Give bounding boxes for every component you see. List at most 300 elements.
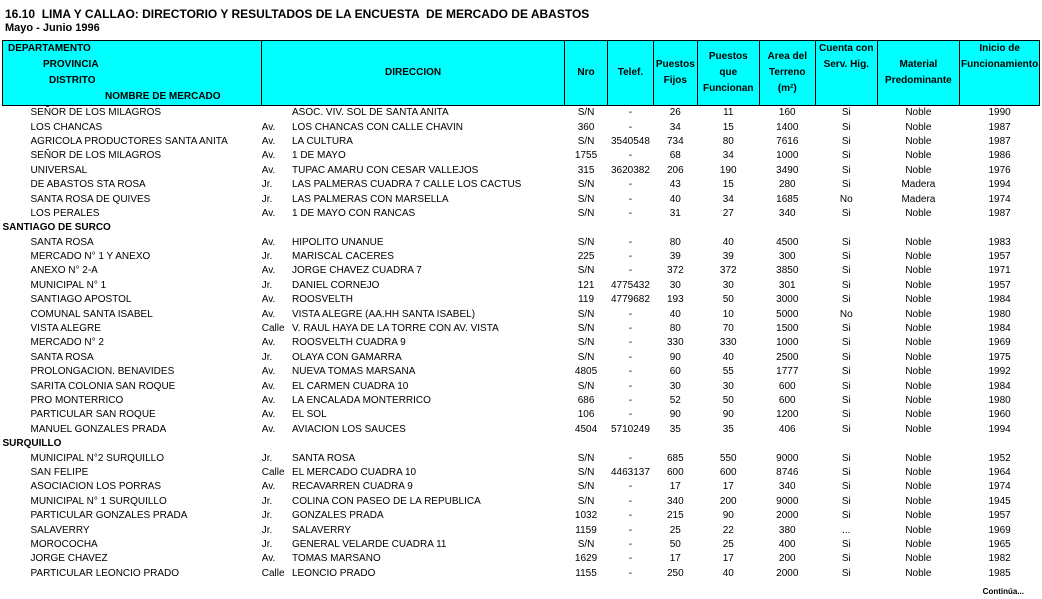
cell-nro: S/N bbox=[577, 135, 595, 147]
cell-puestos-fijos: 17 bbox=[669, 553, 681, 565]
table-row bbox=[3, 423, 1040, 437]
cell-via: Calle bbox=[261, 567, 285, 579]
header-puestos-fijos-l1: Puestos bbox=[655, 59, 695, 70]
cell-via: Av. bbox=[261, 553, 276, 565]
cell-puestos-fijos: 685 bbox=[666, 452, 684, 464]
cell-puestos-fijos: 25 bbox=[669, 524, 681, 536]
cell-via: Calle bbox=[261, 323, 285, 335]
cell-telef: 4779682 bbox=[610, 294, 650, 306]
cell-puestos-funcionan: 55 bbox=[722, 366, 734, 378]
cell-puestos-fijos: 26 bbox=[669, 107, 681, 119]
cell-direccion: V. RAUL HAYA DE LA TORRE CON AV. VISTA bbox=[292, 323, 499, 335]
cell-direccion: LA CULTURA bbox=[292, 135, 353, 147]
cell-direccion: RECAVARREN CUADRA 9 bbox=[292, 481, 413, 493]
cell-puestos-funcionan: 372 bbox=[719, 265, 737, 277]
cell-puestos-fijos: 80 bbox=[669, 236, 681, 248]
cell-serv-hig: Si bbox=[841, 395, 851, 406]
cell-puestos-fijos: 372 bbox=[666, 265, 684, 277]
cell-serv-hig: Si bbox=[841, 164, 851, 176]
cell-puestos-fijos: 250 bbox=[666, 567, 684, 579]
header-provincia: PROVINCIA bbox=[43, 59, 99, 70]
cell-telef: - bbox=[628, 121, 633, 133]
cell-name: SAN FELIPE bbox=[30, 466, 89, 478]
cell-material: Noble bbox=[905, 524, 932, 536]
cell-direccion: SANTA ROSA bbox=[292, 452, 356, 464]
cell-nro: 1629 bbox=[574, 553, 598, 565]
cell-telef: - bbox=[628, 323, 633, 335]
cell-telef: - bbox=[628, 452, 633, 464]
cell-inicio: 1980 bbox=[988, 308, 1011, 320]
cell-name: MUNICIPAL N°2 SURQUILLO bbox=[30, 452, 164, 464]
cell-inicio: 1974 bbox=[988, 481, 1011, 493]
cell-area: 5000 bbox=[776, 308, 799, 320]
header-puestos-funcionan-l1: Puestos bbox=[708, 51, 748, 62]
cell-inicio: 1976 bbox=[988, 164, 1011, 176]
cell-material: Noble bbox=[905, 351, 932, 363]
header-puestos-funcionan-l3: Funcionan bbox=[702, 83, 754, 94]
cell-via: Av. bbox=[261, 380, 276, 392]
cell-area: 9000 bbox=[776, 495, 799, 507]
cell-material: Noble bbox=[905, 337, 932, 349]
cell-serv-hig: Si bbox=[841, 265, 851, 277]
cell-nro: S/N bbox=[577, 495, 595, 507]
cell-nro: S/N bbox=[577, 337, 595, 349]
cell-serv-hig: Si bbox=[841, 481, 851, 493]
cell-material: Noble bbox=[905, 323, 932, 335]
cell-via: Av. bbox=[261, 265, 276, 277]
cell-area: 2500 bbox=[776, 351, 799, 363]
table-row bbox=[3, 466, 1040, 480]
header-area-l2: Terreno bbox=[769, 67, 806, 78]
table-row bbox=[3, 279, 1040, 293]
cell-puestos-funcionan: 15 bbox=[722, 179, 734, 191]
table-row bbox=[3, 250, 1040, 264]
cell-serv-hig: Si bbox=[841, 366, 851, 378]
table-row bbox=[3, 408, 1040, 422]
cell-area: 3000 bbox=[776, 294, 799, 306]
cell-material: Noble bbox=[905, 452, 932, 464]
header-location bbox=[3, 41, 262, 106]
cell-material: Noble bbox=[905, 107, 932, 119]
cell-direccion: 1 DE MAYO CON RANCAS bbox=[292, 207, 416, 219]
cell-via: Av. bbox=[261, 308, 276, 320]
cell-name: SALAVERRY bbox=[30, 524, 90, 536]
cell-inicio: 1945 bbox=[988, 495, 1011, 507]
cell-name: PRO MONTERRICO bbox=[30, 395, 124, 406]
cell-nro: S/N bbox=[577, 308, 595, 320]
cell-name: SARITA COLONIA SAN ROQUE bbox=[30, 380, 176, 392]
table-row bbox=[3, 178, 1040, 192]
cell-puestos-funcionan: 30 bbox=[722, 380, 734, 392]
cell-nro: S/N bbox=[577, 538, 595, 550]
cell-via: Jr. bbox=[261, 510, 273, 522]
cell-puestos-fijos: 734 bbox=[666, 135, 684, 147]
cell-via: Av. bbox=[261, 150, 276, 162]
cell-puestos-fijos: 39 bbox=[669, 251, 681, 263]
cell-puestos-funcionan: 35 bbox=[722, 423, 734, 435]
cell-puestos-fijos: 193 bbox=[666, 294, 684, 306]
cell-serv-hig: Si bbox=[841, 251, 851, 263]
cell-inicio: 1994 bbox=[988, 179, 1011, 191]
cell-telef: - bbox=[628, 308, 633, 320]
cell-telef: - bbox=[628, 265, 633, 277]
cell-serv-hig: Si bbox=[841, 107, 851, 119]
cell-telef: - bbox=[628, 567, 633, 579]
cell-area: 300 bbox=[778, 251, 796, 263]
cell-name: AGRICOLA PRODUCTORES SANTA ANITA bbox=[30, 135, 228, 147]
table-row bbox=[3, 236, 1040, 250]
cell-puestos-funcionan: 50 bbox=[722, 395, 734, 406]
cell-puestos-funcionan: 40 bbox=[722, 351, 734, 363]
cell-direccion: ROOSVELTH bbox=[292, 294, 353, 306]
cell-material: Noble bbox=[905, 279, 932, 291]
cell-puestos-funcionan: 25 bbox=[722, 538, 734, 550]
continues-note: Continúa... bbox=[982, 587, 1024, 596]
header-inicio-l1: Inicio de bbox=[979, 43, 1020, 54]
cell-direccion: TOMAS MARSANO bbox=[292, 553, 381, 565]
cell-via: Av. bbox=[261, 366, 276, 378]
cell-nro: S/N bbox=[577, 179, 595, 191]
cell-puestos-fijos: 600 bbox=[666, 466, 684, 478]
cell-nro: 119 bbox=[578, 294, 595, 306]
cell-direccion: GENERAL VELARDE CUADRA 11 bbox=[292, 538, 447, 550]
cell-via: Jr. bbox=[261, 524, 273, 536]
cell-area: 1000 bbox=[776, 337, 799, 349]
table-row bbox=[3, 379, 1040, 393]
cell-area: 280 bbox=[778, 179, 796, 191]
cell-puestos-funcionan: 17 bbox=[722, 553, 734, 565]
cell-material: Noble bbox=[905, 423, 932, 435]
cell-direccion: LEONCIO PRADO bbox=[292, 567, 376, 579]
cell-material: Madera bbox=[901, 179, 936, 191]
cell-area: 340 bbox=[778, 207, 796, 219]
cell-telef: 4463137 bbox=[610, 466, 650, 478]
cell-direccion: VISTA ALEGRE (AA.HH SANTA ISABEL) bbox=[292, 308, 476, 320]
cell-nro: 1755 bbox=[574, 150, 598, 162]
cell-puestos-funcionan: 27 bbox=[722, 207, 734, 219]
cell-serv-hig: No bbox=[839, 308, 853, 320]
table-row bbox=[3, 365, 1040, 379]
cell-material: Noble bbox=[905, 380, 932, 392]
cell-puestos-fijos: 90 bbox=[669, 409, 681, 421]
table-row bbox=[3, 106, 1040, 121]
cell-serv-hig: Si bbox=[841, 351, 851, 363]
cell-name: ASOCIACION LOS PORRAS bbox=[30, 481, 162, 493]
cell-telef: - bbox=[628, 337, 633, 349]
cell-name: UNIVERSAL bbox=[30, 164, 88, 176]
header-cuenta-l1: Cuenta con bbox=[819, 43, 874, 54]
cell-puestos-fijos: 31 bbox=[669, 207, 681, 219]
cell-direccion: TUPAC AMARU CON CESAR VALLEJOS bbox=[292, 164, 479, 176]
cell-serv-hig: Si bbox=[841, 294, 851, 306]
district-row bbox=[3, 221, 1040, 235]
table-row bbox=[3, 495, 1040, 509]
cell-puestos-funcionan: 39 bbox=[722, 251, 734, 263]
cell-via: Av. bbox=[261, 409, 276, 421]
cell-direccion: MARISCAL CACERES bbox=[292, 251, 394, 263]
cell-via bbox=[262, 106, 292, 121]
cell-puestos-funcionan: 600 bbox=[719, 466, 737, 478]
cell-serv-hig: Si bbox=[841, 121, 851, 133]
cell-area: 7616 bbox=[776, 135, 799, 147]
cell-serv-hig: Si bbox=[841, 150, 851, 162]
table-row bbox=[3, 307, 1040, 321]
cell-nro: S/N bbox=[577, 481, 595, 493]
cell-nro: 225 bbox=[577, 251, 595, 263]
cell-telef: - bbox=[628, 366, 633, 378]
cell-puestos-fijos: 50 bbox=[669, 538, 681, 550]
cell-via: Jr. bbox=[261, 495, 273, 507]
cell-direccion: AVIACION LOS SAUCES bbox=[292, 423, 406, 435]
cell-name: SANTA ROSA bbox=[30, 236, 94, 248]
header-telef: Telef. bbox=[608, 41, 653, 106]
cell-via: Av. bbox=[261, 395, 276, 406]
table-row bbox=[3, 523, 1040, 537]
table-row bbox=[3, 120, 1040, 134]
cell-telef: - bbox=[628, 481, 633, 493]
cell-direccion: EL CARMEN CUADRA 10 bbox=[292, 380, 409, 392]
cell-inicio: 1982 bbox=[988, 553, 1011, 565]
cell-nro: 1159 bbox=[575, 524, 597, 536]
cell-via: Jr. bbox=[261, 179, 273, 191]
cell-puestos-funcionan: 22 bbox=[722, 524, 734, 536]
cell-via: Jr. bbox=[261, 251, 273, 263]
cell-inicio: 1987 bbox=[988, 135, 1011, 147]
header-nro: Nro bbox=[564, 41, 607, 106]
cell-puestos-fijos: 340 bbox=[666, 495, 684, 507]
cell-direccion: DANIEL CORNEJO bbox=[292, 279, 380, 291]
cell-telef: 3620382 bbox=[610, 164, 650, 176]
cell-puestos-fijos: 215 bbox=[666, 510, 684, 522]
cell-serv-hig: Si bbox=[841, 510, 851, 522]
cell-area: 1200 bbox=[776, 409, 799, 421]
cell-inicio: 1960 bbox=[988, 409, 1011, 421]
report-subtitle: Mayo - Junio 1996 bbox=[5, 22, 100, 34]
cell-name: MOROCOCHA bbox=[30, 538, 98, 550]
cell-inicio: 1990 bbox=[988, 107, 1011, 119]
table-row bbox=[3, 480, 1040, 494]
table-row bbox=[3, 192, 1040, 206]
cell-area: 160 bbox=[778, 107, 796, 119]
cell-name: SANTA ROSA DE QUIVES bbox=[30, 193, 151, 205]
cell-serv-hig: Si bbox=[841, 279, 851, 291]
table-row bbox=[3, 538, 1040, 552]
cell-name: MERCADO N° 2 bbox=[30, 337, 104, 349]
cell-material: Madera bbox=[901, 193, 936, 205]
cell-name: LOS CHANCAS bbox=[30, 121, 103, 133]
cell-telef: - bbox=[628, 553, 633, 565]
report-title: 16.10 LIMA Y CALLAO: DIRECTORIO Y RESULTADOS DE LA ENCUESTA DE MERCADO DE ABASTOS bbox=[5, 7, 590, 21]
cell-puestos-funcionan: 90 bbox=[722, 409, 734, 421]
cell-name: SANTA ROSA bbox=[30, 351, 94, 363]
cell-area: 2000 bbox=[776, 567, 799, 579]
cell-nro: 686 bbox=[577, 395, 595, 406]
cell-name: SEÑOR DE LOS MILAGROS bbox=[30, 150, 162, 162]
cell-nro: 1032 bbox=[574, 510, 598, 522]
cell-area: 9000 bbox=[776, 452, 799, 464]
cell-direccion: COLINA CON PASEO DE LA REPUBLICA bbox=[292, 495, 481, 507]
cell-area: 3850 bbox=[776, 265, 799, 277]
cell-material: Noble bbox=[905, 366, 932, 378]
cell-name: PARTICULAR SAN ROQUE bbox=[30, 409, 156, 421]
cell-telef: - bbox=[628, 538, 633, 550]
header-inicio-l2: Funcionamiento bbox=[961, 59, 1039, 70]
table-row bbox=[3, 509, 1040, 523]
cell-inicio: 1984 bbox=[988, 294, 1011, 306]
cell-via: Av. bbox=[261, 337, 276, 349]
cell-material: Noble bbox=[905, 553, 932, 565]
cell-name: DE ABASTOS STA ROSA bbox=[30, 179, 146, 191]
cell-area: 380 bbox=[778, 524, 796, 536]
cell-area: 1500 bbox=[776, 323, 799, 335]
cell-serv-hig: Si bbox=[841, 135, 851, 147]
cell-telef: - bbox=[628, 236, 633, 248]
table-row bbox=[3, 135, 1040, 149]
cell-telef: - bbox=[628, 179, 633, 191]
cell-material: Noble bbox=[905, 538, 932, 550]
cell-area: 600 bbox=[778, 380, 796, 392]
cell-direccion: ROOSVELTH CUADRA 9 bbox=[292, 337, 406, 349]
cell-puestos-funcionan: 11 bbox=[723, 107, 734, 119]
cell-puestos-fijos: 40 bbox=[669, 308, 681, 320]
cell-nro: 4805 bbox=[574, 366, 598, 378]
market-table bbox=[2, 40, 1040, 581]
cell-area: 1685 bbox=[776, 193, 799, 205]
cell-inicio: 1957 bbox=[988, 510, 1011, 522]
header-area-l1: Area del bbox=[767, 51, 807, 62]
cell-nro: 360 bbox=[577, 121, 595, 133]
cell-nro: S/N bbox=[577, 107, 595, 119]
cell-puestos-funcionan: 40 bbox=[722, 236, 734, 248]
cell-via: Jr. bbox=[261, 351, 273, 363]
cell-via: Jr. bbox=[261, 452, 273, 464]
cell-serv-hig: No bbox=[839, 193, 853, 205]
cell-inicio: 1957 bbox=[988, 251, 1011, 263]
cell-puestos-funcionan: 30 bbox=[722, 279, 734, 291]
cell-name: PROLONGACION. BENAVIDES bbox=[30, 366, 175, 378]
cell-via: Av. bbox=[261, 294, 276, 306]
cell-telef: - bbox=[628, 207, 633, 219]
cell-inicio: 1969 bbox=[988, 337, 1011, 349]
cell-via: Av. bbox=[261, 121, 276, 133]
cell-puestos-fijos: 43 bbox=[669, 179, 681, 191]
cell-telef: - bbox=[628, 251, 633, 263]
cell-area: 2000 bbox=[776, 510, 799, 522]
header-nombre: NOMBRE DE MERCADO bbox=[105, 91, 221, 102]
header-material-l2: Predominante bbox=[885, 75, 952, 86]
cell-material: Noble bbox=[905, 294, 932, 306]
cell-telef: - bbox=[628, 409, 633, 421]
cell-puestos-fijos: 90 bbox=[669, 351, 681, 363]
cell-puestos-funcionan: 550 bbox=[719, 452, 737, 464]
table-row bbox=[3, 336, 1040, 350]
cell-via: Av. bbox=[261, 236, 276, 248]
cell-puestos-fijos: 40 bbox=[669, 193, 681, 205]
cell-nro: 121 bbox=[577, 279, 595, 291]
cell-nro: S/N bbox=[577, 236, 595, 248]
cell-puestos-funcionan: 17 bbox=[722, 481, 734, 493]
cell-direccion: LA ENCALADA MONTERRICO bbox=[292, 395, 431, 406]
cell-material: Noble bbox=[905, 466, 932, 478]
header-puestos-funcionan-l2: que bbox=[719, 67, 738, 78]
cell-via: Jr. bbox=[261, 279, 273, 291]
cell-serv-hig: Si bbox=[841, 466, 851, 478]
cell-puestos-fijos: 330 bbox=[666, 337, 684, 349]
header-puestos-fijos bbox=[653, 41, 697, 106]
cell-nro: 4504 bbox=[574, 423, 598, 435]
cell-area: 1000 bbox=[776, 150, 799, 162]
cell-area: 600 bbox=[778, 395, 796, 406]
cell-area: 406 bbox=[778, 423, 796, 435]
cell-direccion: SALAVERRY bbox=[292, 524, 352, 536]
cell-inicio: 1964 bbox=[988, 466, 1011, 478]
header-puestos-funcionan bbox=[698, 41, 760, 106]
table-row bbox=[3, 451, 1040, 465]
header-inicio bbox=[960, 41, 1040, 106]
cell-puestos-funcionan: 15 bbox=[722, 121, 734, 133]
table-body bbox=[3, 106, 1040, 581]
cell-nro: S/N bbox=[577, 452, 595, 464]
cell-serv-hig: Si bbox=[841, 567, 851, 579]
cell-via: Av. bbox=[261, 135, 276, 147]
cell-serv-hig: ... bbox=[842, 524, 851, 536]
cell-inicio: 1984 bbox=[988, 380, 1011, 392]
cell-inicio: 1971 bbox=[988, 265, 1011, 277]
cell-name: MUNICIPAL N° 1 bbox=[30, 279, 107, 291]
cell-puestos-funcionan: 90 bbox=[722, 510, 734, 522]
cell-nro: S/N bbox=[577, 351, 595, 363]
cell-material: Noble bbox=[905, 135, 932, 147]
header-area bbox=[759, 41, 815, 106]
cell-nro: 1155 bbox=[575, 567, 597, 579]
cell-name: PARTICULAR LEONCIO PRADO bbox=[30, 567, 180, 579]
cell-telef: 3540548 bbox=[610, 135, 650, 147]
cell-name: VISTA ALEGRE bbox=[30, 323, 101, 335]
table-row bbox=[3, 567, 1040, 581]
cell-name: MANUEL GONZALES PRADA bbox=[30, 423, 167, 435]
cell-telef: 4775432 bbox=[610, 279, 650, 291]
cell-telef: - bbox=[628, 193, 633, 205]
cell-area: 1777 bbox=[776, 366, 799, 378]
cell-via: Jr. bbox=[261, 193, 273, 205]
table-row bbox=[3, 322, 1040, 336]
cell-inicio: 1983 bbox=[988, 236, 1011, 248]
cell-material: Noble bbox=[905, 121, 932, 133]
header-cuenta bbox=[816, 41, 878, 106]
cell-serv-hig: Si bbox=[841, 452, 851, 464]
cell-puestos-funcionan: 34 bbox=[722, 193, 734, 205]
cell-material: Noble bbox=[905, 409, 932, 421]
cell-serv-hig: Si bbox=[841, 323, 851, 335]
cell-puestos-fijos: 17 bbox=[669, 481, 681, 493]
cell-name: COMUNAL SANTA ISABEL bbox=[30, 308, 153, 320]
cell-material: Noble bbox=[905, 510, 932, 522]
cell-serv-hig: Si bbox=[841, 495, 851, 507]
cell-name: SANTIAGO APOSTOL bbox=[30, 294, 132, 306]
cell-inicio: 1986 bbox=[988, 150, 1011, 162]
cell-material: Noble bbox=[905, 150, 932, 162]
cell-via: Av. bbox=[261, 423, 276, 435]
cell-via: Av. bbox=[261, 164, 276, 176]
cell-material: Noble bbox=[905, 567, 932, 579]
cell-direccion: ASOC. VIV. SOL DE SANTA ANITA bbox=[292, 107, 449, 119]
cell-material: Noble bbox=[905, 265, 932, 277]
cell-puestos-fijos: 206 bbox=[666, 164, 684, 176]
cell-puestos-funcionan: 190 bbox=[719, 164, 737, 176]
cell-area: 301 bbox=[778, 279, 796, 291]
cell-area: 4500 bbox=[776, 236, 799, 248]
cell-serv-hig: Si bbox=[841, 409, 851, 421]
